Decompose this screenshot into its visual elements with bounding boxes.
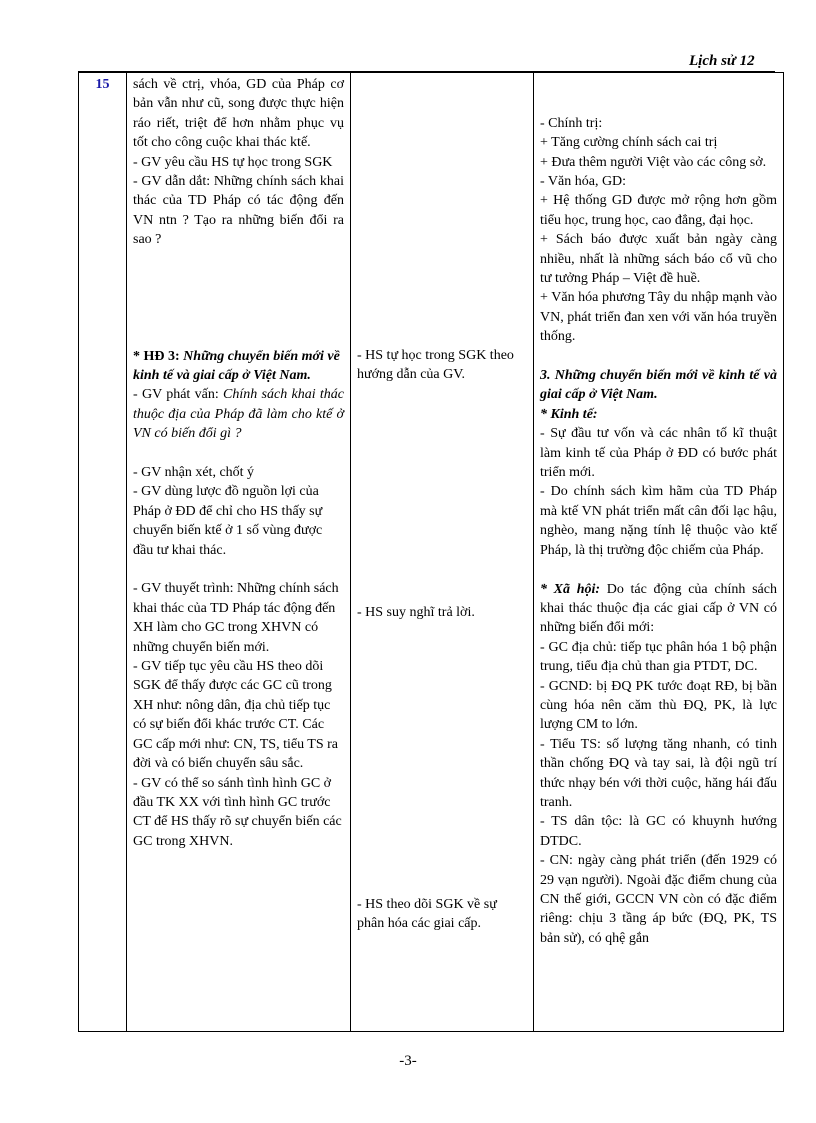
content-culture-1: + Hệ thống GD được mở rộng hơn gồm tiểu học, trung học, cao đẳng, đại học. — [540, 193, 781, 228]
society-national-bourgeoisie: - TS dân tộc: là GC có khuynh hướng DTDC. — [540, 814, 781, 849]
teacher-text-map: - GV dùng lược đồ nguồn lợi của Pháp ở ĐD để chỉ cho HS thấy sự chuyển biến ktế ở 1 số vùng được đầu tư khai thác. — [133, 484, 326, 558]
teacher-text-compare: - GV có thể so sánh tình hình GC ở đầu TK XX với tình hình GC trước CT để HS thấy rõ sự chuyển biến các GC trong XHVN. — [133, 775, 346, 849]
content-politics-1: + Tăng cường chính sách cai trị — [540, 135, 718, 151]
content-culture-2: + Sách báo được xuất bản ngày càng nhiều, nhất là những sách báo cổ vũ cho tư tưởng Pháp – Việt đề huề. — [540, 232, 781, 287]
page-header-subject: Lịch sử 12 — [689, 53, 755, 69]
content-politics-2: + Đưa thêm người Việt vào các công sở. — [540, 154, 767, 170]
content-politics-heading: - Chính trị: — [540, 115, 603, 131]
table-row — [79, 73, 784, 1032]
lesson-plan-table — [78, 72, 784, 1032]
student-text-answer: - HS suy nghĩ trả lời. — [357, 605, 475, 620]
activity-3-heading: * HĐ 3: Những chuyển biến mới về kinh tế và giai cấp ở Việt Nam. — [133, 348, 344, 384]
section-3-heading: 3. Những chuyển biến mới về kinh tế và giai cấp ở Việt Nam. — [540, 368, 781, 403]
society-petty-bourgeoisie: - Tiểu TS: số lượng tăng nhanh, có tinh thần chống ĐQ và tay sai, là đội ngũ trí thức nhạy bén với thời cuộc, hăng hái đấu tranh. — [540, 736, 781, 810]
student-text-follow: - HS theo dõi SGK về sự phân hóa các giai cấp. — [357, 897, 497, 932]
society-intro: * Xã hội: Do tác động của chính sách khai thác thuộc địa các giai cấp ở VN có những biến đổi mới: — [540, 581, 781, 636]
teacher-text-lecture: - GV thuyết trình: Những chính sách khai thác của TD Pháp tác động đến XH làm cho GC trong XHVN có những chuyển biến mới. — [133, 581, 343, 655]
teacher-text-classes: - GV tiếp tục yêu cầu HS theo dõi SGK để thấy được các GC cũ trong XH như: nông dân, địa chủ tiếp tục có sự biến đổi khác trước CT. Các GC cấp mới như: CN, TS, tiểu TS ra đời và có biến chuyển sâu sắc. — [133, 659, 342, 772]
teacher-text-policy-continuation: sách về ctrị, vhóa, GD của Pháp cơ bản vẫn như cũ, song được thực hiện ráo riết, triệt để hơn nhằm phục vụ tốt cho công cuộc khai thác ktế. — [133, 77, 348, 151]
period-number-cell — [79, 73, 127, 1032]
period-number: 15 — [95, 77, 110, 92]
society-landlords: - GC địa chủ: tiếp tục phân hóa 1 bộ phận trung, tiểu địa chủ than gia PTDT, DC. — [540, 639, 781, 675]
teacher-text-lead-in: - GV dẫn dắt: Những chính sách khai thác của TD Pháp có tác động đến VN ntn ? Tạo ra những biến đổi ra sao ? — [133, 174, 348, 248]
content-culture-3: + Văn hóa phương Tây du nhập mạnh vào VN, phát triển đan xen với văn hóa truyền thống. — [540, 290, 781, 345]
teacher-activity-cell — [127, 73, 351, 1032]
page-number: -3- — [399, 1053, 417, 1069]
lesson-content-cell — [534, 73, 784, 1032]
society-workers: - CN: ngày càng phát triển (đến 1929 có 29 vạn người). Ngoài đặc điểm chung của CN thế giới, GCCN VN còn có đặc điểm riêng: chịu 3 tầng áp bức (ĐQ, PK, TS bản sử), có qhệ gắn — [540, 853, 781, 946]
teacher-question: - GV phát vấn: Chính sách khai thác thuộc địa của Pháp đã làm cho ktế ở VN có biến đổi gì ? — [133, 387, 348, 442]
content-culture-heading: - Văn hóa, GD: — [540, 174, 627, 189]
economy-point-1: - Sự đầu tư vốn và các nhân tố kĩ thuật làm kinh tế của Pháp ở ĐD có bước phát triển mới. — [540, 426, 781, 481]
society-peasants: - GCND: bị ĐQ PK tước đoạt RĐ, bị bần cùng hóa nên căm thù ĐQ, PK, là lực lượng CM to lớn. — [540, 678, 781, 733]
student-activity-cell — [351, 73, 534, 1032]
economy-heading: * Kinh tế: — [540, 406, 598, 422]
teacher-text-self-study: - GV yêu cầu HS tự học trong SGK — [133, 154, 333, 170]
teacher-text-conclusion: - GV nhận xét, chốt ý — [133, 465, 255, 481]
economy-point-2: - Do chính sách kìm hãm của TD Pháp mà ktế VN phát triển mất cân đối lạc hậu, nghèo, mang nặng tính lệ thuộc vào ktế Pháp, là thị trường độc chiếm của Pháp. — [540, 484, 781, 558]
student-text-self-study: - HS tự học trong SGK theo hướng dẫn của GV. — [357, 348, 514, 383]
